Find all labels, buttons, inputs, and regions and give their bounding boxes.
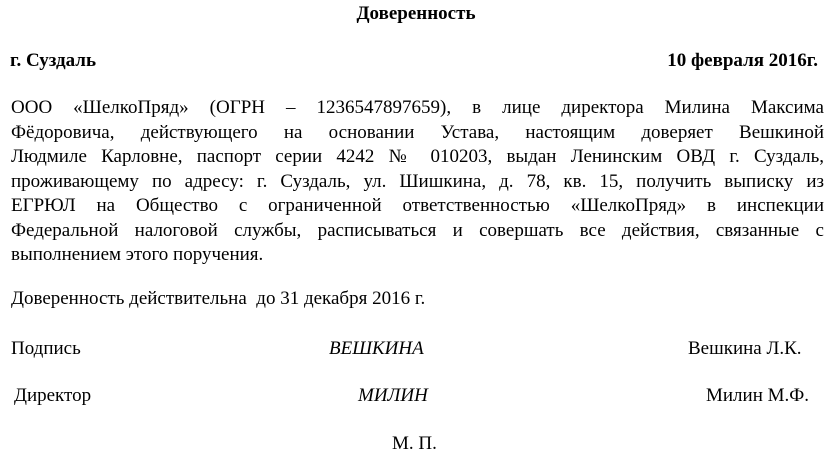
- place-date-row: [10, 49, 818, 73]
- body-line: выполнением этого поручения.: [11, 244, 264, 265]
- signature-row-trustee: [0, 337, 832, 361]
- signatory-name: Вешкина Л.К.: [688, 338, 802, 359]
- body-line: Фёдоровича, действующего на основании Устава, настоящим доверяет Вешкиной: [11, 121, 824, 143]
- validity-statement: Доверенность действительна до 31 декабря 2016 г.: [11, 288, 426, 309]
- body-line: ООО «ШелкоПряд» (ОГРН – 1236547897659), в лице директора Милина Максима: [11, 97, 824, 118]
- signatory-name: Милин М.Ф.: [706, 385, 810, 406]
- body-line: Федеральной налоговой службы, расписываться и совершать все действия, связанные с: [11, 219, 824, 241]
- body-line: проживающему по адресу: г. Суздаль, ул. Шишкина, д. 78, кв. 15, получить выписку из: [11, 170, 824, 192]
- document-date: 10 февраля 2016г.: [667, 50, 818, 71]
- signature-handwritten: МИЛИН: [358, 385, 428, 406]
- document-title: Доверенность: [356, 3, 476, 24]
- signature-handwritten: ВЕШКИНА: [329, 338, 424, 359]
- stamp-row: [0, 432, 832, 456]
- body-line: Людмиле Карловне, паспорт серии 4242 № 010203, выдан Ленинским ОВД г. Суздаль,: [11, 146, 824, 167]
- signature-label: Директор: [14, 385, 92, 406]
- document-body: [11, 96, 824, 268]
- signature-label: Подпись: [11, 338, 81, 359]
- document-place: г. Суздаль: [10, 50, 97, 71]
- signature-row-director: [0, 384, 832, 408]
- body-line: ЕГРЮЛ на Общество с ограниченной ответственностью «ШелкоПряд» в инспекции: [11, 195, 824, 216]
- stamp-place: М. П.: [392, 433, 437, 454]
